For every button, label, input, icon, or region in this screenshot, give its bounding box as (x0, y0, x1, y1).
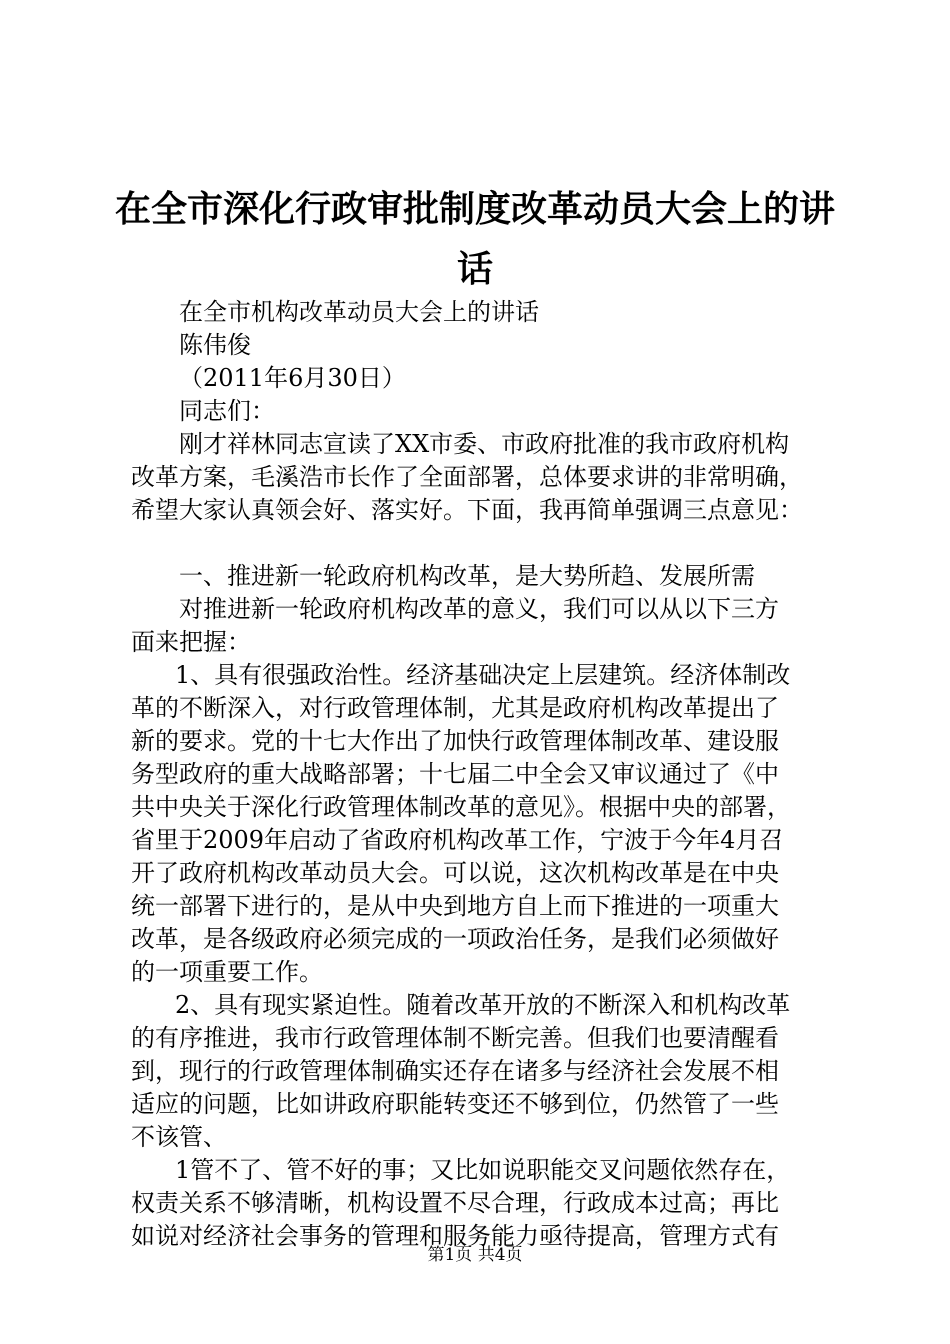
body-line: 共中央关于深化行政管理体制改革的意见》。根据中央的部署， (131, 793, 791, 821)
body-line: 适应的问题，比如讲政府职能转变还不够到位，仍然管了一些 (131, 1090, 779, 1118)
body-line: 对推进新一轮政府机构改革的意义，我们可以从以下三方 (179, 595, 779, 623)
body-line: 如说对经济社会事务的管理和服务能力亟待提高，管理方式有 (131, 1222, 779, 1250)
body-line: 统一部署下进行的，是从中央到地方自上而下推进的一项重大 (131, 892, 779, 920)
body-line: 的有序推进，我市行政管理体制不断完善。但我们也要清醒看 (131, 1024, 779, 1052)
body-line: 1管不了、管不好的事；又比如说职能交叉问题依然存在， (175, 1156, 791, 1184)
body-line: 改革方案，毛溪浩市长作了全面部署，总体要求讲的非常明确， (131, 463, 803, 491)
document-body (131, 296, 849, 1253)
speaker-name: 陈伟俊 (179, 331, 251, 359)
body-line: 的一项重要工作。 (131, 958, 323, 986)
body-line: 省里于2009年启动了省政府机构改革工作，宁波于今年4月召 (131, 826, 784, 854)
body-line: 革的不断深入，对行政管理体制，尤其是政府机构改革提出了 (131, 694, 779, 722)
speech-title: 在全市机构改革动员大会上的讲话 (179, 298, 539, 326)
salutation: 同志们： (179, 397, 275, 425)
document-title-line-2: 话 (456, 249, 493, 290)
body-line: 改革，是各级政府必须完成的一项政治任务，是我们必须做好 (131, 925, 779, 953)
body-line: 到，现行的行政管理体制确实还存在诸多与经济社会发展不相 (131, 1057, 779, 1085)
body-line: 新的要求。党的十七大作出了加快行政管理体制改革、建设服 (131, 727, 779, 755)
body-line: 务型政府的重大战略部署；十七届二中全会又审议通过了《中 (131, 760, 779, 788)
body-line: 希望大家认真领会好、落实好。下面，我再简单强调三点意见： (131, 496, 803, 524)
document-title-line-1: 在全市深化行政审批制度改革动员大会上的讲 (114, 189, 835, 230)
body-line: 开了政府机构改革动员大会。可以说，这次机构改革是在中央 (131, 859, 779, 887)
body-line: 刚才祥林同志宣读了XX市委、市政府批准的我市政府机构 (179, 430, 790, 458)
paragraph-gap (131, 527, 849, 560)
body-line: 权责关系不够清晰，机构设置不尽合理，行政成本过高；再比 (131, 1189, 779, 1217)
section-heading: 一、推进新一轮政府机构改革，是大势所趋、发展所需 (179, 562, 755, 590)
page-footer: 第1页 共4页 (427, 1245, 523, 1265)
body-line: 面来把握： (131, 628, 251, 656)
body-line: 2、具有现实紧迫性。随着改革开放的不断深入和机构改革 (175, 991, 791, 1019)
speech-date: （2011年6月30日） (179, 364, 406, 392)
body-line: 不该管、 (131, 1123, 227, 1151)
body-line: 1、具有很强政治性。经济基础决定上层建筑。经济体制改 (175, 661, 791, 689)
